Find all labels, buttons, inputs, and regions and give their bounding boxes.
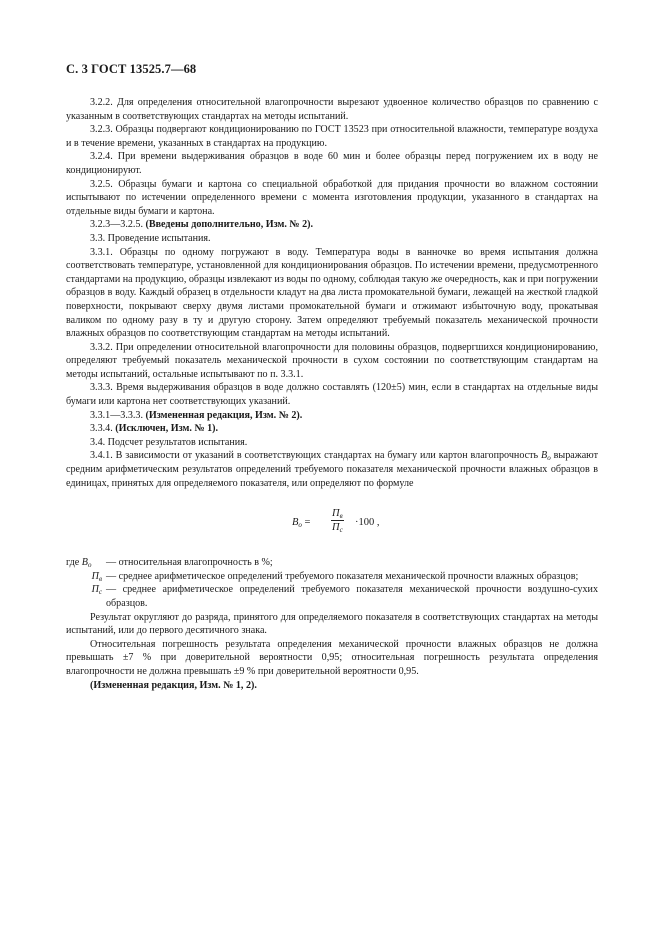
amendment-ref: 3.2.3—3.2.5.	[90, 219, 146, 231]
paragraph-error: Относительная погрешность результата определения механической прочности влажных образцов не должна превышать ±7 % при доверительной вероятности 0,95; относительная погрешность результата определения влагопрочности не должна превышать ±9 % при доверительной вероятности 0,95.	[66, 638, 598, 677]
excluded-note: (Исключен, Изм. № 1).	[115, 423, 219, 435]
definition-b: — относительная влагопрочность в %;	[106, 557, 273, 569]
page-header: С. 3 ГОСТ 13525.7—68	[66, 62, 197, 76]
formula-symbol-b: $В_о$	[292, 517, 302, 530]
formula: $В_о$ = $П_в$ $П_с$ ·100 ,	[292, 508, 380, 535]
formula-numerator: $П_в$	[332, 508, 343, 521]
amendment-ref: 3.3.1—3.3.3.	[90, 409, 146, 421]
paragraph-3-3-3: 3.3.3. Время выдерживания образцов в воде должно составлять (120±5) мин, если в стандартах на отдельные виды бумаги или картона нет соответствующих указаний.	[66, 382, 598, 408]
formula-multiplier: ·100 ,	[355, 517, 380, 529]
paragraph-3-2-3: 3.2.3. Образцы подвергают кондиционированию по ГОСТ 13523 при относительной влажности, температуре воздуха и в течение времени, указанных в стандартах на продукцию.	[66, 124, 598, 149]
paragraph-rounding: Результат округляют до разряда, принятого для определяемого показателя в соответствующих стандартах на методы испытаний, или до первого десятичного знака.	[66, 611, 598, 637]
definition-p-wet: — среднее арифметическое определений требуемого показателя механической прочности влажных образцов;	[106, 570, 579, 582]
paragraph-3-2-2: 3.2.2. Для определения относительной влагопрочности вырезают удвоенное количество образцов по сравнению с указанным в соответствующих стандартах на методы испытаний.	[66, 97, 598, 122]
document-page	[66, 62, 598, 692]
formula-denominator: $П_с$	[331, 522, 343, 535]
paragraph-3-3-2: 3.3.2. При определении относительной влагопрочности для половины образцов, подвергшихся кондиционированию, определяют требуемый показатель механической прочности в сухом состоянии по соответствующим стандартам на методы испытаний, остальные испытывают по п. 3.3.1.	[66, 341, 598, 380]
paragraph-3-3-1: 3.3.1. Образцы по одному погружают в воду. Температура воды в ванночке во время испытания должна соответствовать температуре, установленной для кондиционирования образцов. По истечении времени, предусмотренного стандартами на продукцию, образцы извлекают из воды по одному, соблюдая такую же очередность, как и при погружении образцов в воду. Каждый образец в отдельности кладут на два листа промокательной бумаги, лежащей на жесткой гладкой поверхности, покрывают сверху двумя листами промокательной бумаги и отжимают избыточную воду, прокатывая валиком по одному разу в ту и другую сторону. Затем определяют требуемый показатель механической прочности влажных образцов по соответствующим стандартам на методы испытаний.	[66, 246, 598, 340]
section-3-4-title: 3.4. Подсчет результатов испытания.	[90, 436, 248, 448]
paragraph-ref: 3.3.4.	[90, 423, 116, 435]
paragraph-3-3-4	[66, 422, 598, 436]
amendment-note-3-2	[66, 218, 598, 232]
where-b: где $В_о$ — относительная влагопрочность в %;	[66, 556, 598, 570]
amendment-note-3-3	[66, 409, 598, 423]
amendment-note-3-4: (Измененная редакция, Изм. № 1, 2).	[90, 679, 257, 691]
symbol-b: $В_о$	[541, 450, 551, 463]
amendment-text: (Измененная редакция, Изм. № 2).	[145, 409, 303, 421]
amendment-text: (Введены дополнительно, Изм. № 2).	[145, 219, 314, 231]
paragraph-3-2-5: 3.2.5. Образцы бумаги и картона со специальной обработкой для придания прочности во влажном состоянии испытывают по истечении определенного времени с момента изготовления продукции, указанного в стандартах на отдельные виды бумаги и картона.	[66, 178, 598, 217]
paragraph-3-4-1: 3.4.1. В зависимости от указаний в соответствующих стандартах на бумагу или картон влагопрочность $В_о$ выражают средним арифметическим результатов определений требуемого показателя механической прочности влажных образцов в единицах, принятых для определяемого показателя, или определяют по формуле	[66, 450, 598, 489]
where-p-dry: $П_с$ — среднее арифметическое определений требуемого показателя механической прочности воздушно-сухих образцов.	[91, 584, 598, 609]
where-p-wet: $П_в$ — среднее арифметическое определений требуемого показателя механической прочности влажных образцов;	[66, 570, 598, 584]
formula-fraction	[331, 508, 344, 533]
paragraph-3-2-4: 3.2.4. При времени выдерживания образцов в воде 60 мин и более образцы перед погружением их в воду не кондиционируют.	[66, 151, 598, 176]
definition-p-dry: — среднее арифметическое определений требуемого показателя механической прочности воздушно-сухих образцов.	[106, 584, 598, 609]
section-3-3-title: 3.3. Проведение испытания.	[90, 232, 211, 244]
